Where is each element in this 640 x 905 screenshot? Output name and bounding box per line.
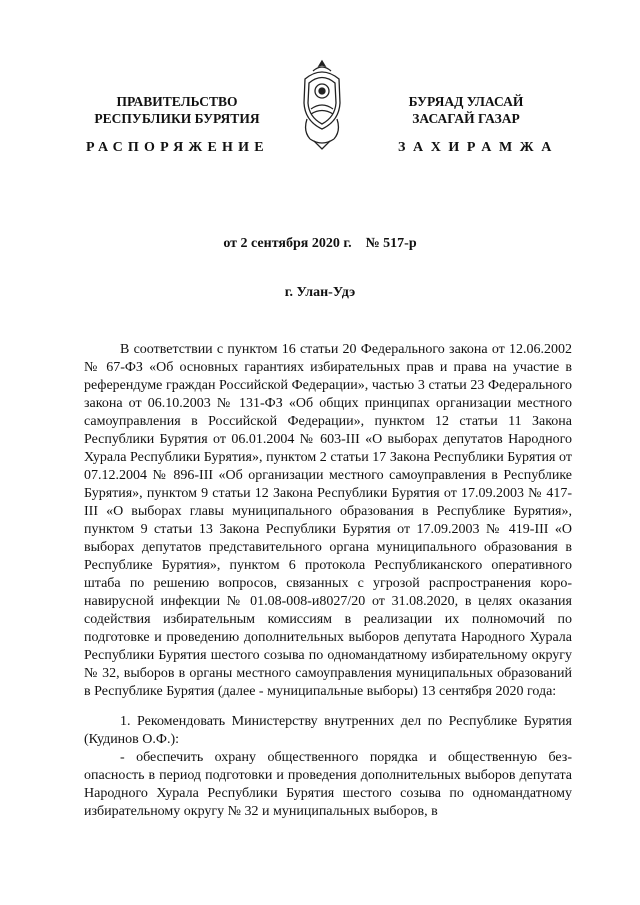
- coat-of-arms-emblem: [299, 57, 345, 153]
- item-1-subparagraph: - обеспечить охрану общественного порядка и общественную безопасность в период подготовки и проведения дополнительных выборов депутата Народного Хурала Республики Бурятия шестого созыва по одномандатному избирательному округу № 32 и муниципальных выборов, в: [84, 750, 572, 819]
- document-type-bua: ЗАХИРАМЖА: [398, 140, 559, 155]
- document-number: № 517-р: [365, 236, 417, 251]
- document-city: г. Улан-Удэ: [284, 285, 356, 300]
- org-name-line-2: РЕСПУБЛИКИ БУРЯТИЯ: [94, 111, 260, 126]
- document-body: [84, 341, 572, 821]
- org-name-line-1: ПРАВИТЕЛЬСТВО: [116, 94, 238, 109]
- org-name-line-2-bua: ЗАСАГАЙ ГАЗАР: [412, 111, 520, 126]
- government-header-ru: [86, 93, 268, 127]
- document-date: от 2 сентября 2020 г.: [223, 236, 352, 251]
- document-date-number: [0, 236, 640, 252]
- document-type-ru: РАСПОРЯЖЕНИЕ: [86, 140, 269, 155]
- item-1-paragraph: 1. Рекомендовать Министерству внутренних дел по Республике Бурятия (Кудинов О.Ф.):: [84, 714, 572, 747]
- government-header-bua: [374, 93, 558, 127]
- org-name-line-1-bua: БУРЯАД УЛАСАЙ: [408, 94, 524, 109]
- preamble-paragraph: В соответствии с пунктом 16 статьи 20 Федерального закона от 12.06.2002 № 67-ФЗ «Об основных гарантиях избирательных прав и права на участие в референдуме граждан Российской Федерации», частью 3 статьи 23 Федерального закона от 06.10.2003 № 131-ФЗ «Об общих принципах организации местного самоуправления в Российской Федерации», пунктом 12 статьи 11 Закона Республики Бурятия от 06.01.2004 № 603-III «О выборах депутатов Народного Хурала Республики Бурятия», пунктом 2 статьи 17 Закона Республики Бурятия от 07.12.2004 № 896-III «Об организации местного самоуправления в Республике Бурятия», пунктом 9 статьи 12 Закона Республики Бурятия от 17.09.2003 № 417-III «О выборах главы муниципального образования в Республике Бурятия», пунктом 9 статьи 13 Закона Республики Бурятия от 17.09.2003 № 419-III «О выборах депутатов представительного органа муниципального образования в Республике Бурятия», пунктом 6 протокола Республиканского оперативного штаба по решению вопросов, связанных с угрозой распространения коронавирусной инфекции № 01.08-008-и8027/20 от 31.08.2020, в целях оказания содействия избирательным комиссиям в реализации их полномочий по подготовке и проведению дополнительных выборов депутата Народного Хурала Республики Бурятия шестого созыва по одномандатному избирательному округу № 32, выборов в органы местного самоуправления муниципальных образований в Республике Бурятия (далее - муниципальные выборы) 13 сентября 2020 года:: [84, 342, 572, 699]
